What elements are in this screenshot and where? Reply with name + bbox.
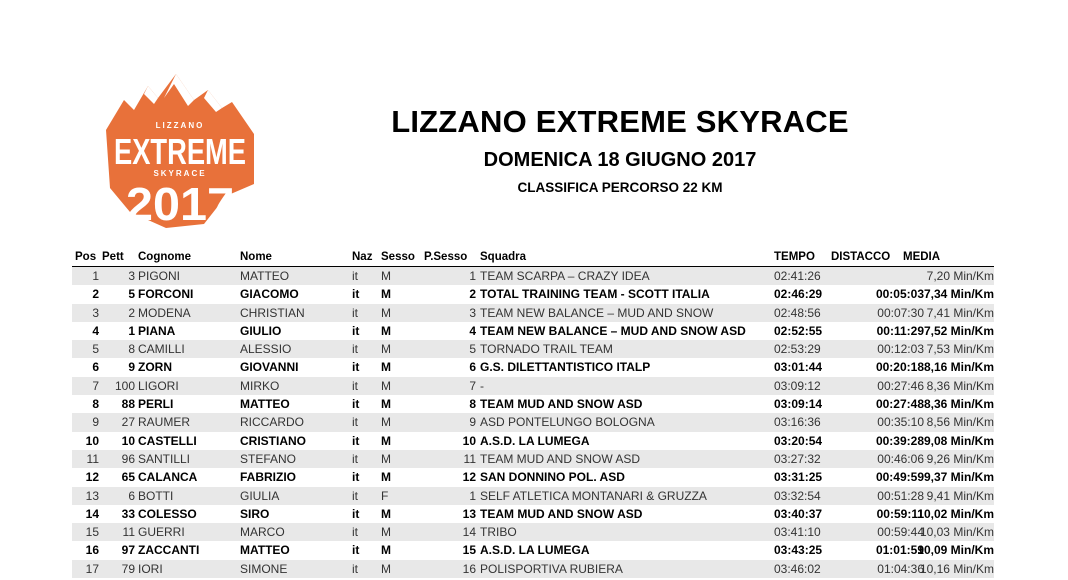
- cell-gender-rank: 1: [469, 488, 476, 503]
- cell-gender: M: [381, 323, 391, 338]
- cell-nationality: it: [352, 433, 360, 448]
- cell-position: 12: [85, 470, 99, 485]
- table-row: [72, 395, 994, 413]
- cell-nationality: it: [352, 378, 358, 393]
- cell-bib-number: 88: [121, 397, 135, 412]
- cell-gender: M: [381, 342, 391, 357]
- table-row: [72, 322, 994, 340]
- cell-nationality: it: [352, 360, 360, 375]
- cell-nationality: it: [352, 323, 360, 338]
- cell-gender: F: [381, 488, 389, 503]
- cell-bib-number: 5: [128, 287, 135, 302]
- cell-gap: 00:59:44: [877, 525, 924, 540]
- cell-bib-number: 79: [121, 561, 135, 576]
- cell-first-name: RICCARDO: [240, 415, 305, 430]
- cell-nationality: it: [352, 397, 360, 412]
- column-header-distacco: DISTACCO: [831, 251, 891, 263]
- table-header-row: [72, 249, 994, 267]
- column-header-cognome: Cognome: [138, 251, 192, 263]
- cell-surname: IORI: [138, 561, 163, 576]
- column-header-media: MEDIA: [903, 251, 941, 263]
- cell-time: 02:41:26: [774, 269, 821, 283]
- cell-bib-number: 10: [121, 433, 135, 448]
- cell-gap: 01:04:36: [877, 561, 924, 576]
- cell-position: 2: [92, 287, 99, 302]
- table-row: [72, 450, 994, 468]
- cell-surname: GUERRI: [138, 525, 185, 540]
- cell-first-name: SIRO: [240, 506, 270, 521]
- cell-gender-rank: 7: [469, 378, 476, 393]
- table-row: [72, 377, 994, 395]
- cell-first-name: MATTEO: [240, 397, 290, 412]
- cell-first-name: STEFANO: [240, 451, 297, 466]
- cell-gap: 00:39:28: [875, 433, 924, 448]
- cell-gender-rank: 10: [462, 433, 476, 448]
- cell-first-name: GIULIA: [240, 488, 280, 503]
- cell-gender-rank: 11: [463, 451, 476, 466]
- cell-gap: 00:27:46: [877, 378, 924, 393]
- cell-position: 4: [92, 323, 99, 338]
- cell-gender-rank: 5: [469, 342, 476, 357]
- cell-pace: 7,34 Min/Km: [923, 287, 994, 302]
- cell-first-name: MARCO: [240, 525, 285, 540]
- cell-position: 17: [85, 561, 99, 576]
- cell-bib-number: 33: [121, 506, 135, 521]
- cell-nationality: it: [352, 287, 360, 302]
- cell-gap: 00:20:18: [875, 360, 924, 375]
- cell-position: 5: [92, 342, 99, 357]
- cell-position: 9: [92, 415, 99, 430]
- logo-main-text: EXTREME: [114, 131, 246, 172]
- cell-position: 1: [92, 269, 99, 283]
- column-header-pos: Pos: [75, 251, 97, 263]
- cell-team: TEAM MUD AND SNOW ASD: [480, 451, 641, 466]
- cell-gender: M: [381, 415, 391, 430]
- table-row: [72, 285, 994, 303]
- table-row: [72, 541, 994, 559]
- cell-gender: M: [381, 506, 391, 521]
- cell-gap: 00:51:28: [877, 488, 924, 503]
- cell-nationality: it: [352, 415, 358, 430]
- cell-surname: ZACCANTI: [138, 543, 200, 558]
- cell-team: TOTAL TRAINING TEAM - SCOTT ITALIA: [480, 287, 710, 302]
- cell-gap: 00:59:11: [876, 506, 924, 521]
- cell-gender-rank: 16: [462, 561, 476, 576]
- results-table: [72, 249, 994, 578]
- cell-pace: 9,08 Min/Km: [923, 433, 994, 448]
- table-row: [72, 432, 994, 450]
- table-row: [72, 413, 994, 431]
- cell-pace: 7,41 Min/Km: [926, 305, 994, 320]
- cell-pace: 10,16 Min/Km: [919, 561, 994, 576]
- cell-gender-rank: 15: [462, 543, 476, 558]
- cell-surname: PERLI: [138, 397, 174, 412]
- cell-surname: CAMILLI: [138, 342, 185, 357]
- cell-gender: M: [381, 305, 391, 320]
- column-header-pett: Pett: [102, 251, 124, 263]
- cell-time: 03:09:12: [774, 378, 821, 393]
- cell-first-name: MATTEO: [240, 269, 290, 283]
- cell-team: POLISPORTIVA RUBIERA: [480, 561, 623, 576]
- page-title: LIZZANO EXTREME SKYRACE: [391, 104, 849, 139]
- cell-gender: M: [381, 287, 391, 302]
- cell-pace: 7,53 Min/Km: [926, 342, 994, 357]
- cell-position: 15: [85, 525, 99, 540]
- cell-bib-number: 8: [128, 342, 135, 357]
- table-row: [72, 468, 994, 486]
- cell-position: 13: [85, 488, 99, 503]
- cell-bib-number: 9: [128, 360, 135, 375]
- cell-surname: PIANA: [138, 323, 176, 338]
- cell-first-name: SIMONE: [240, 561, 288, 576]
- cell-time: 03:46:02: [774, 561, 821, 576]
- cell-time: 03:16:36: [774, 415, 821, 430]
- cell-time: 03:43:25: [774, 543, 823, 558]
- cell-time: 03:20:54: [774, 433, 823, 448]
- cell-team: G.S. DILETTANTISTICO ITALP: [480, 360, 651, 375]
- cell-gender: M: [381, 543, 391, 558]
- cell-time: 03:32:54: [774, 488, 821, 503]
- cell-gap: 00:35:10: [877, 415, 924, 430]
- cell-position: 3: [92, 305, 99, 320]
- cell-position: 11: [86, 451, 99, 466]
- cell-gender: M: [381, 397, 391, 412]
- cell-surname: FORCONI: [138, 287, 194, 302]
- cell-gender: M: [381, 269, 391, 283]
- cell-pace: 8,56 Min/Km: [926, 415, 994, 430]
- cell-gender-rank: 2: [469, 287, 476, 302]
- cell-nationality: it: [352, 451, 358, 466]
- cell-bib-number: 6: [128, 488, 135, 503]
- cell-nationality: it: [352, 470, 360, 485]
- cell-bib-number: 27: [121, 415, 135, 430]
- cell-time: 03:09:14: [774, 397, 823, 412]
- cell-team: -: [480, 378, 484, 393]
- cell-nationality: it: [352, 543, 360, 558]
- cell-gender-rank: 6: [469, 360, 476, 375]
- cell-surname: RAUMER: [138, 415, 191, 430]
- table-row: [72, 340, 994, 358]
- cell-bib-number: 97: [121, 543, 135, 558]
- cell-team: TEAM MUD AND SNOW ASD: [480, 506, 643, 521]
- cell-team: TEAM NEW BALANCE – MUD AND SNOW ASD: [480, 323, 746, 338]
- column-header-naz: Naz: [352, 251, 373, 263]
- cell-gap: 00:46:06: [877, 451, 924, 466]
- cell-gender-rank: 3: [469, 305, 476, 320]
- cell-bib-number: 65: [121, 470, 135, 485]
- cell-pace: 9,26 Min/Km: [926, 451, 994, 466]
- cell-gap: 00:49:59: [875, 470, 924, 485]
- cell-gender-rank: 14: [462, 525, 476, 540]
- cell-team: TORNADO TRAIL TEAM: [480, 342, 613, 357]
- cell-team: SAN DONNINO POL. ASD: [480, 470, 625, 485]
- cell-pace: 8,36 Min/Km: [926, 378, 994, 393]
- cell-team: TRIBO: [480, 525, 517, 540]
- cell-surname: LIGORI: [138, 378, 179, 393]
- cell-time: 03:01:44: [774, 360, 823, 375]
- logo-sub-text: SKYRACE: [153, 169, 207, 178]
- cell-bib-number: 1: [128, 323, 135, 338]
- cell-pace: 9,41 Min/Km: [926, 488, 994, 503]
- table-row: [72, 505, 994, 523]
- cell-time: 02:48:56: [774, 305, 821, 320]
- cell-pace: 10,02 Min/Km: [917, 506, 994, 521]
- cell-surname: MODENA: [138, 305, 191, 320]
- cell-gender: M: [381, 433, 391, 448]
- cell-gap: 00:07:30: [877, 305, 924, 320]
- cell-gender: M: [381, 525, 391, 540]
- cell-position: 16: [85, 543, 99, 558]
- cell-first-name: GIULIO: [240, 323, 282, 338]
- cell-time: 02:53:29: [774, 342, 821, 357]
- table-row: [72, 487, 994, 505]
- table-row: [72, 358, 994, 376]
- cell-first-name: CRISTIANO: [240, 433, 306, 448]
- extreme-skyrace-logo: [104, 72, 256, 232]
- cell-gap: 00:05:03: [875, 287, 924, 302]
- cell-first-name: MATTEO: [240, 543, 290, 558]
- event-date: DOMENICA 18 GIUGNO 2017: [483, 149, 757, 171]
- cell-time: 02:46:29: [774, 287, 823, 302]
- cell-bib-number: 11: [122, 525, 135, 540]
- cell-surname: COLESSO: [138, 506, 197, 521]
- cell-team: A.S.D. LA LUMEGA: [480, 433, 590, 448]
- cell-gender: M: [381, 360, 391, 375]
- cell-position: 10: [85, 433, 99, 448]
- table-row: [72, 560, 994, 578]
- cell-gender: M: [381, 378, 391, 393]
- column-header-squadra: Squadra: [480, 251, 527, 263]
- cell-position: 14: [85, 506, 99, 521]
- logo-top-text: LIZZANO: [155, 121, 205, 130]
- cell-gender-rank: 13: [462, 506, 476, 521]
- cell-time: 03:40:37: [774, 506, 823, 521]
- cell-gap: 00:12:03: [877, 342, 924, 357]
- table-row: [72, 267, 994, 285]
- cell-team: ASD PONTELUNGO BOLOGNA: [480, 415, 655, 430]
- cell-first-name: GIACOMO: [240, 287, 299, 302]
- cell-position: 7: [92, 378, 99, 393]
- cell-nationality: it: [352, 488, 358, 503]
- ranking-subtitle: CLASSIFICA PERCORSO 22 KM: [517, 180, 723, 195]
- cell-pace: 10,09 Min/Km: [917, 543, 994, 558]
- cell-nationality: it: [352, 561, 358, 576]
- cell-surname: PIGONI: [138, 269, 181, 283]
- column-header-psesso: P.Sesso: [424, 251, 468, 263]
- cell-team: A.S.D. LA LUMEGA: [480, 543, 590, 558]
- cell-team: TEAM SCARPA – CRAZY IDEA: [480, 269, 650, 283]
- cell-time: 03:31:25: [774, 470, 823, 485]
- cell-pace: 7,52 Min/Km: [923, 323, 994, 338]
- cell-first-name: GIOVANNI: [240, 360, 299, 375]
- cell-nationality: it: [352, 525, 358, 540]
- cell-gap: 00:11:29: [876, 323, 924, 338]
- cell-pace: 8,36 Min/Km: [923, 397, 994, 412]
- cell-first-name: ALESSIO: [240, 342, 292, 357]
- cell-bib-number: 2: [128, 305, 135, 320]
- cell-gender-rank: 1: [469, 269, 476, 283]
- cell-nationality: it: [352, 506, 360, 521]
- cell-gender: M: [381, 470, 391, 485]
- cell-time: 03:27:32: [774, 451, 821, 466]
- cell-pace: 8,16 Min/Km: [923, 360, 994, 375]
- cell-position: 6: [92, 360, 99, 375]
- cell-pace: 10,03 Min/Km: [919, 525, 994, 540]
- cell-surname: CASTELLI: [138, 433, 197, 448]
- column-header-nome: Nome: [240, 251, 272, 263]
- logo-year-text: 2017: [126, 178, 234, 230]
- cell-time: 02:52:55: [774, 323, 823, 338]
- cell-gender-rank: 4: [469, 323, 476, 338]
- cell-first-name: CHRISTIAN: [240, 305, 305, 320]
- cell-gender: M: [381, 561, 391, 576]
- cell-gap: 01:01:59: [875, 543, 924, 558]
- cell-pace: 9,37 Min/Km: [923, 470, 994, 485]
- cell-team: TEAM NEW BALANCE – MUD AND SNOW: [480, 305, 714, 320]
- cell-nationality: it: [352, 305, 358, 320]
- column-header-tempo: TEMPO: [774, 251, 815, 263]
- cell-gender: M: [381, 451, 391, 466]
- table-row: [72, 304, 994, 322]
- cell-surname: BOTTI: [138, 488, 174, 503]
- cell-team: SELF ATLETICA MONTANARI & GRUZZA: [480, 488, 707, 503]
- cell-time: 03:41:10: [774, 525, 821, 540]
- cell-surname: SANTILLI: [138, 451, 191, 466]
- cell-position: 8: [92, 397, 99, 412]
- cell-nationality: it: [352, 342, 358, 357]
- cell-pace: 7,20 Min/Km: [926, 269, 994, 283]
- cell-surname: CALANCA: [138, 470, 198, 485]
- column-header-sesso: Sesso: [381, 251, 415, 263]
- cell-gender-rank: 12: [462, 470, 476, 485]
- cell-surname: ZORN: [138, 360, 172, 375]
- cell-gap: 00:27:48: [875, 397, 924, 412]
- cell-nationality: it: [352, 269, 358, 283]
- cell-team: TEAM MUD AND SNOW ASD: [480, 397, 643, 412]
- cell-bib-number: 96: [121, 451, 135, 466]
- cell-gender-rank: 9: [469, 415, 476, 430]
- cell-gender-rank: 8: [469, 397, 476, 412]
- cell-bib-number: 3: [128, 269, 135, 283]
- table-row: [72, 523, 994, 541]
- cell-first-name: MIRKO: [240, 378, 280, 393]
- cell-bib-number: 100: [114, 378, 135, 393]
- cell-first-name: FABRIZIO: [240, 470, 296, 485]
